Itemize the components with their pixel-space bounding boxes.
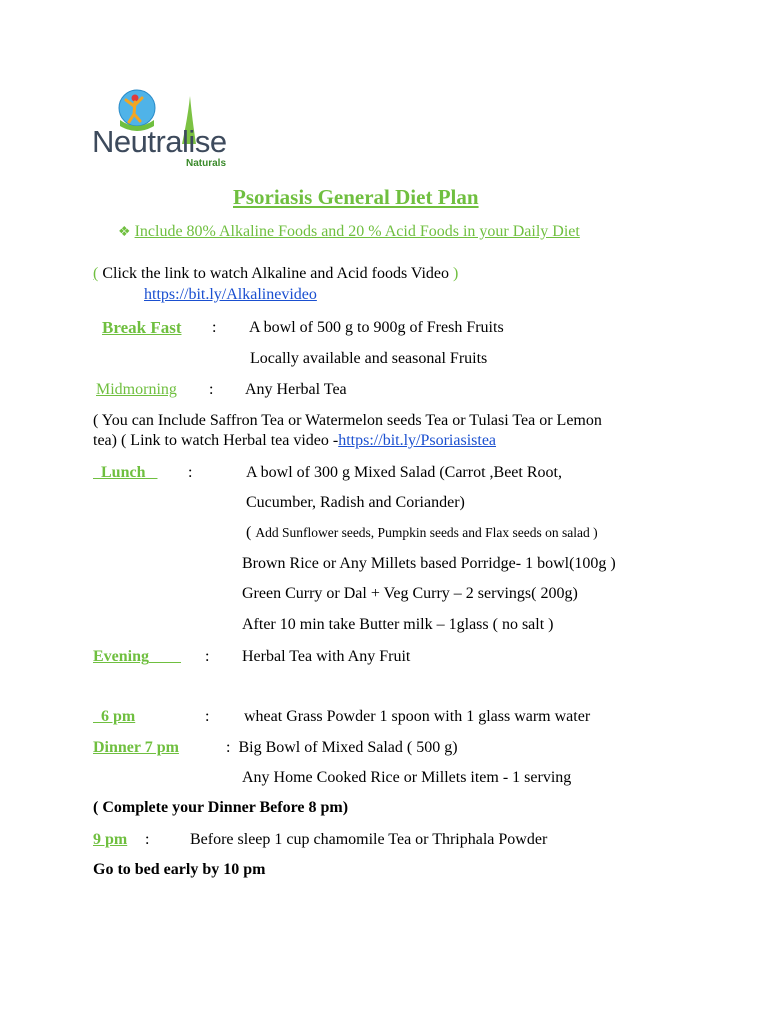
breakfast-label: Break Fast — [102, 318, 182, 337]
evening-label — [93, 648, 181, 666]
midmorning-note-line2 — [93, 432, 496, 450]
midmorning-note-line1: ( You can Include Saffron Tea or Watermelon seeds Tea or Tulasi Tea or Lemon — [93, 412, 602, 429]
six-pm-text: wheat Grass Powder 1 spoon with 1 glass warm water — [244, 708, 591, 725]
midmorning-colon: : — [209, 381, 214, 398]
video-note — [93, 265, 458, 283]
lunch-line4: Brown Rice or Any Millets based Porridge- 1 bowl(100g ) — [242, 555, 616, 572]
midmorning-note-line2-text: tea) ( Link to watch Herbal tea video - — [93, 432, 339, 449]
intro-bullet-text: Include 80% Alkaline Foods and 20 % Acid Foods in your Daily Diet — [134, 223, 580, 240]
diamond-bullet-icon: ❖ — [118, 225, 131, 240]
bedtime-note: Go to bed early by 10 pm — [93, 861, 266, 878]
lunch-line3-text: Add Sunflower seeds, Pumpkin seeds and Flax seeds on salad ) — [255, 525, 598, 540]
page-title: Psoriasis General Diet Plan — [233, 185, 479, 209]
lunch-line6: After 10 min take Butter milk – 1glass ( no salt ) — [242, 616, 554, 633]
dinner-line1-text: Big Bowl of Mixed Salad ( 500 g) — [238, 739, 458, 756]
evening-text: Herbal Tea with Any Fruit — [242, 648, 411, 665]
nine-pm-colon: : — [145, 831, 150, 848]
video-note-text: Click the link to watch Alkaline and Acid foods Video — [102, 265, 450, 282]
video-note-open-paren: ( — [93, 265, 99, 282]
logo-sub-text: Naturals — [186, 158, 227, 169]
evening-colon: : — [205, 648, 210, 665]
lunch-line1: A bowl of 300 g Mixed Salad (Carrot ,Beet Root, — [246, 464, 562, 481]
breakfast-line2: Locally available and seasonal Fruits — [250, 350, 488, 367]
alkaline-video-link[interactable]: https://bit.ly/Alkalinevideo — [144, 286, 317, 303]
lunch-label-text: Lunch — [101, 464, 146, 481]
dinner-note: ( Complete your Dinner Before 8 pm) — [93, 799, 349, 816]
intro-bullet — [118, 223, 580, 241]
breakfast-line1: A bowl of 500 g to 900g of Fresh Fruits — [249, 319, 504, 336]
dinner-line1: : Big Bowl of Mixed Salad ( 500 g) — [226, 739, 458, 756]
lunch-line5: Green Curry or Dal + Veg Curry – 2 servings( 200g) — [242, 585, 578, 602]
nine-pm-label: 9 pm — [93, 831, 128, 848]
midmorning-text: Any Herbal Tea — [245, 381, 347, 398]
lunch-label — [93, 464, 157, 482]
six-pm-label-text: 6 pm — [101, 708, 136, 725]
nine-pm-text: Before sleep 1 cup chamomile Tea or Thriphala Powder — [190, 831, 548, 848]
dinner-label: Dinner 7 pm — [93, 739, 179, 756]
lunch-line2: Cucumber, Radish and Coriander) — [246, 494, 465, 511]
six-pm-colon: : — [205, 708, 210, 725]
lunch-line3-paren: ( — [246, 524, 252, 541]
herbal-tea-video-link[interactable]: https://bit.ly/Psoriasistea — [338, 432, 497, 449]
video-note-close-paren: ) — [453, 265, 459, 282]
evening-label-text: Evening — [93, 648, 150, 665]
breakfast-colon: : — [212, 319, 217, 336]
midmorning-label: Midmorning — [96, 381, 177, 398]
lunch-colon: : — [188, 464, 193, 481]
dinner-line2: Any Home Cooked Rice or Millets item - 1 serving — [242, 769, 572, 786]
logo-brand-text: Neutralise — [92, 124, 227, 159]
lunch-line3 — [246, 524, 598, 542]
six-pm-label — [93, 708, 135, 726]
brand-logo — [92, 86, 242, 176]
